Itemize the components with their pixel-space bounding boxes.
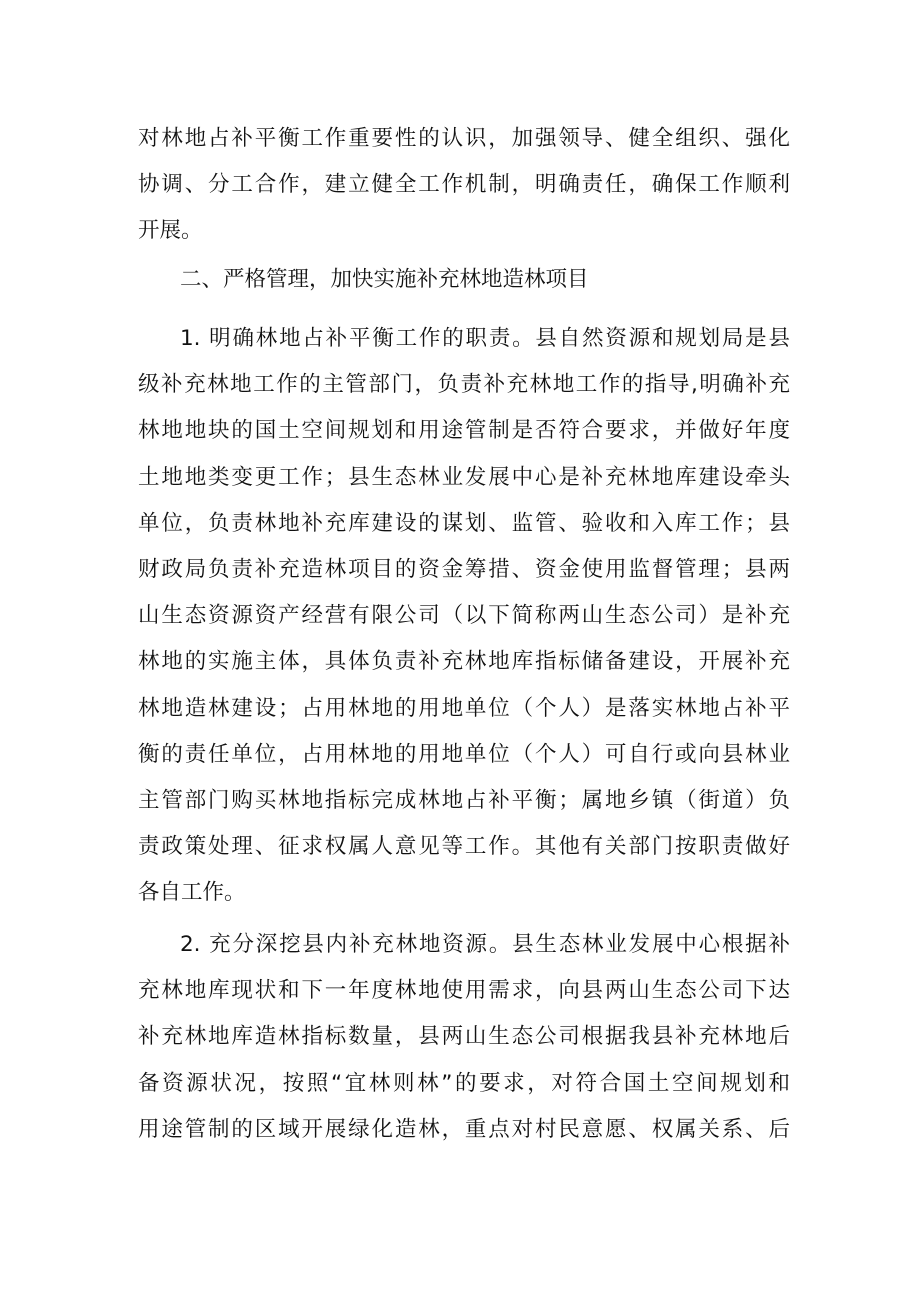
paragraph-item-1 — [138, 316, 790, 917]
text-line: 补充林地库造林指标数量，县两山生态公司根据我县补充林地后 — [138, 1024, 790, 1050]
text-line: 对林地占补平衡工作重要性的认识，加强领导、健全组织、强化 — [138, 126, 790, 151]
text-line: 2. 充分深挖县内补充林地资源。县生态林业发展中心根据补 — [180, 932, 790, 957]
text-line: 责政策处理、征求权属人意见等工作。其他有关部门按职责做好 — [138, 834, 790, 860]
text-line: 土地地类变更工作；县生态林业发展中心是补充林地库建设牵头 — [138, 464, 790, 490]
text-line: 林地地块的国土空间规划和用途管制是否符合要求，并做好年度 — [138, 418, 790, 444]
text-line: 协调、分工合作，建立健全工作机制，明确责任，确保工作顺利 — [138, 172, 790, 198]
text-line: 开展。 — [138, 218, 203, 244]
text-line: 山生态资源资产经营有限公司（以下简称两山生态公司）是补充 — [138, 603, 790, 629]
text-line: 衡的责任单位，占用林地的用地单位（个人）可自行或向县林业 — [138, 741, 790, 767]
text-line: 1. 明确林地占补平衡工作的职责。县自然资源和规划局是县 — [180, 326, 790, 351]
text-line: 备资源状况，按照“宜林则林”的要求，对符合国土空间规划和 — [138, 1070, 790, 1096]
text-line: 主管部门购买林地指标完成林地占补平衡；属地乡镇（街道）负 — [138, 788, 790, 814]
text-line: 级补充林地工作的主管部门，负责补充林地工作的指导,明确补充 — [138, 372, 790, 398]
text-line: 充林地库现状和下一年度林地使用需求，向县两山生态公司下达 — [138, 978, 790, 1004]
text-line: 林地的实施主体，具体负责补充林地库指标储备建设，开展补充 — [138, 649, 790, 675]
paragraph-continuation — [138, 116, 790, 255]
text-line: 用途管制的区域开展绿化造林，重点对村民意愿、权属关系、后 — [138, 1116, 790, 1142]
text-line: 林地造林建设；占用林地的用地单位（个人）是落实林地占补平 — [138, 695, 790, 721]
text-line: 财政局负责补充造林项目的资金筹措、资金使用监督管理；县两 — [138, 557, 790, 583]
text-line: 各自工作。 — [138, 880, 246, 906]
section-heading: 二、严格管理，加快实施补充林地造林项目 — [180, 267, 589, 292]
text-line: 单位，负责林地补充库建设的谋划、监管、验收和入库工作；县 — [138, 510, 790, 536]
paragraph-item-2 — [138, 922, 790, 1153]
